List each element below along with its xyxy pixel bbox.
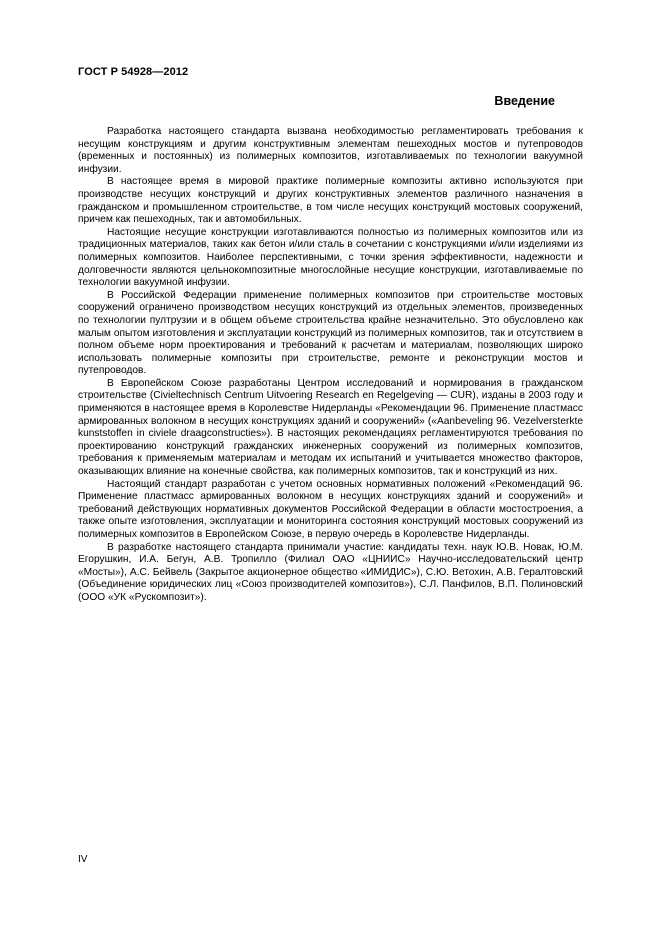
section-title: Введение xyxy=(494,94,555,108)
paragraph-world-practice: В настоящее время в мировой практике полимерные композиты активно используются при производстве несущих конструкций и других конструктивных элементов различного назначения в гражданском и промышленном строительстве, в том числе несущих конструкций мостовых сооружений, причем как пешеходных, так и автомобильных. xyxy=(78,176,583,226)
document-code-header: ГОСТ Р 54928—2012 xyxy=(78,66,189,78)
introduction-body xyxy=(78,126,583,605)
paragraph-structures: Настоящие несущие конструкции изготавливаются полностью из полимерных композитов или из традиционных материалов, таких как бетон и/или сталь в сочетании с конструкциями и/или изделиями из полимерных композитов. Наиболее перспективными, с точки зрения эффективности, надежности и долговечности являются цельнокомпозитные многослойные несущие конструкции, изготавливаемые по технологии вакуумной инфузии. xyxy=(78,226,583,289)
paragraph-purpose: Разработка настоящего стандарта вызвана необходимостью регламентировать требования к несущим конструкциям и другим конструктивным элементам пешеходных мостов и путепроводов (временных и постоянных) из полимерных композитов, изготавливаемых по технологии вакуумной инфузии. xyxy=(78,126,583,175)
page-number: IV xyxy=(78,854,88,865)
paragraph-contributors: В разработке настоящего стандарта принимали участие: кандидаты техн. наук Ю.В. Новак, Ю.М. Егорушкин, И.А. Бегун, А.В. Тропилло (Филиал ОАО «ЦНИИС» Научно-исследовательский центр «Мосты»), А.С. Бейвель (Закрытое акционерное общество «ИМИДИС»), С.Ю. Ветохин, А.В. Гералтовский (Объединение юридических лиц «Союз производителей композитов»), С.Л. Панфилов, В.П. Полиновский (ООО «УК «Рускомпозит»). xyxy=(78,541,583,603)
paragraph-standard-basis: Настоящий стандарт разработан с учетом основных нормативных положений «Рекомендаций 96. Применение пластмасс армированных волокном в несущих конструкциях зданий и сооружений» и требований действующих нормативных документов Российской Федерации в области мостостроения, а также опыте изготовления, эксплуатации и мониторинга состояния конструкций мостовых сооружений из полимерных композитов в Европейском Союзе, в первую очередь в Королевстве Нидерланды. xyxy=(78,478,583,540)
paragraph-european-union: В Европейском Союзе разработаны Центром исследований и нормирования в гражданском строительстве (Civieltechnisch Centrum Uitvoering Research en Regelgeving — CUR), изданы в 2003 году и применяются в настоящее время в Королевстве Нидерланды «Рекомендации 96. Применение пластмасс армированных волокном в несущих конструкциях зданий и сооружений» («Aanbeveling 96. Vezelversterkte kunststoffen in civiele draagconstructies»). В настоящих рекомендациях регламентируются требования по проектированию конструкций гражданских инженерных сооружений из полимерных композитов, требования к применяемым материалам и методам их испытаний и учитывается множество факторов, оказывающих влияние на конечные свойства, как полимерных композитов, так и конструкций из них. xyxy=(78,377,583,478)
section-title-wrapper xyxy=(78,94,583,108)
paragraph-russian-federation: В Российской Федерации применение полимерных композитов при строительстве мостовых сооружений ограничено производством несущих конструкций из отдельных элементов, произведенных по технологии пултрузии и в общем объеме строительства крайне незначительно. Это обусловлено как малым опытом изготовления и эксплуатации конструкций из полимерных композитов, так и отсутствием в полном объеме норм проектирования и требований к расчетам и материалам, позволяющих широко использовать полимерные композиты при строительстве, ремонте и реконструкции мостов и путепроводов. xyxy=(78,289,583,377)
